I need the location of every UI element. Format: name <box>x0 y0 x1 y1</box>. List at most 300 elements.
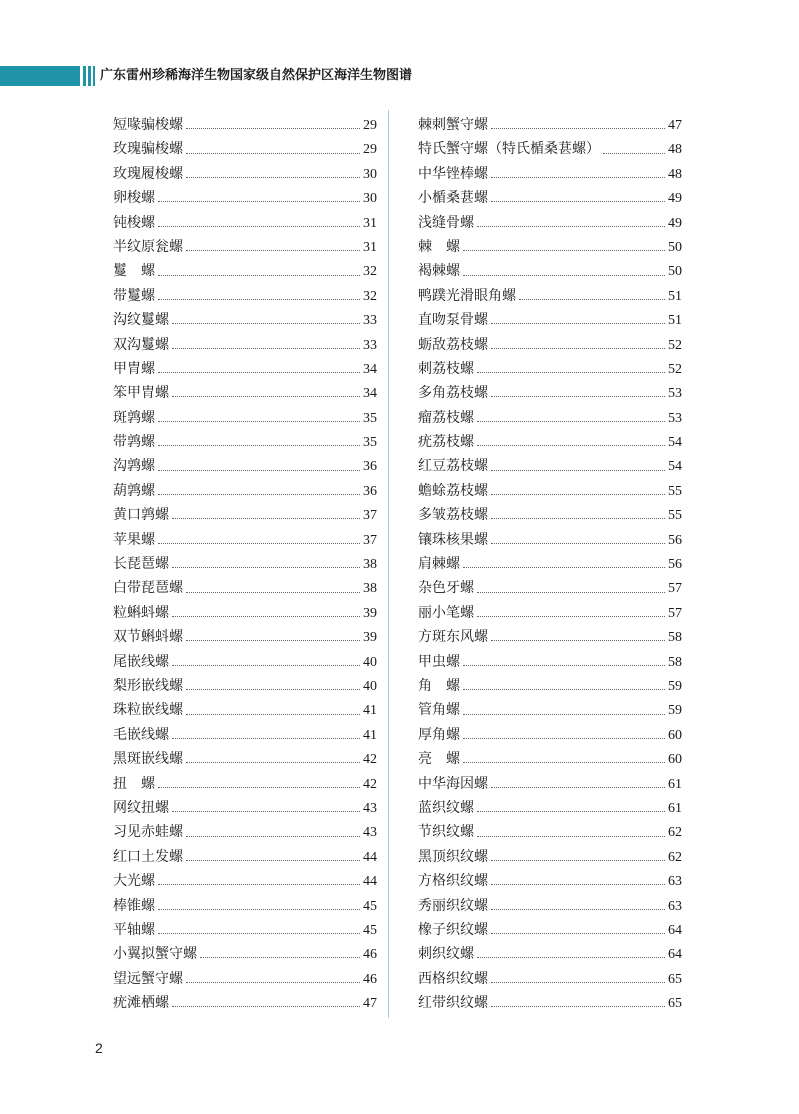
toc-entry-title: 方格织纹螺 <box>418 873 488 890</box>
toc-entry[interactable] <box>418 113 682 137</box>
dot-leader <box>158 274 360 276</box>
toc-entry-title: 角 螺 <box>418 677 460 694</box>
toc-entry-title: 瘤荔枝螺 <box>418 409 474 426</box>
toc-entry-title: 扭 螺 <box>113 775 155 792</box>
toc-entry-title: 黄口鹑螺 <box>113 507 169 524</box>
toc-entry-title: 管角螺 <box>418 702 460 719</box>
toc-entry-page: 31 <box>363 239 377 255</box>
toc-entry[interactable] <box>418 747 682 771</box>
dot-leader <box>172 517 360 519</box>
toc-entry[interactable] <box>113 918 377 942</box>
toc-entry-title: 半纹原瓮螺 <box>113 238 183 255</box>
toc-entry-title: 方斑东风螺 <box>418 629 488 646</box>
toc-entry-page: 54 <box>668 435 682 451</box>
toc-entry[interactable] <box>113 284 377 308</box>
toc-entry[interactable] <box>418 430 682 454</box>
toc-entry-page: 60 <box>668 752 682 768</box>
toc-entry-page: 55 <box>668 483 682 499</box>
dot-leader <box>519 298 665 300</box>
toc-entry[interactable] <box>113 942 377 966</box>
dot-leader <box>200 956 360 958</box>
toc-entry-title: 小楯桑葚螺 <box>418 190 488 207</box>
toc-entry-title: 厚角螺 <box>418 726 460 743</box>
dot-leader <box>172 615 360 617</box>
toc-entry-page: 55 <box>668 508 682 524</box>
toc-entry[interactable] <box>113 333 377 357</box>
toc-entry-page: 50 <box>668 264 682 280</box>
toc-entry-page: 30 <box>363 166 377 182</box>
toc-entry[interactable] <box>418 357 682 381</box>
toc-entry[interactable] <box>418 186 682 210</box>
toc-entry-page: 64 <box>668 947 682 963</box>
toc-entry[interactable] <box>113 601 377 625</box>
dot-leader <box>491 395 665 397</box>
dot-leader <box>477 444 665 446</box>
toc-entry[interactable] <box>418 820 682 844</box>
dot-leader <box>491 347 665 349</box>
toc-entry[interactable] <box>113 772 377 796</box>
dot-leader <box>477 371 665 373</box>
toc-entry-page: 62 <box>668 825 682 841</box>
toc-entry-page: 51 <box>668 313 682 329</box>
dot-leader <box>463 664 665 666</box>
dot-leader <box>186 688 360 690</box>
dot-leader <box>172 566 360 568</box>
toc-entry-page: 58 <box>668 630 682 646</box>
toc-entry-page: 45 <box>363 922 377 938</box>
toc-entry-title: 鬘 螺 <box>113 263 155 280</box>
toc-entry-title: 肩棘螺 <box>418 556 460 573</box>
toc-entry-title: 红豆荔枝螺 <box>418 458 488 475</box>
dot-leader <box>491 932 665 934</box>
dot-leader <box>158 786 360 788</box>
dot-leader <box>172 810 360 812</box>
dot-leader <box>186 176 360 178</box>
dot-leader <box>491 981 665 983</box>
toc-entry[interactable] <box>113 406 377 430</box>
toc-entry-title: 丽小笔螺 <box>418 604 474 621</box>
toc-entry-title: 刺织纹螺 <box>418 946 474 963</box>
toc-entry[interactable] <box>418 772 682 796</box>
dot-leader <box>172 664 360 666</box>
toc-entry[interactable] <box>113 991 377 1015</box>
toc-entry-page: 40 <box>363 654 377 670</box>
toc-entry-page: 64 <box>668 922 682 938</box>
toc-entry-title: 小翼拟蟹守螺 <box>113 946 197 963</box>
toc-entry[interactable] <box>418 211 682 235</box>
toc-entry-title: 鸭蹼光滑眼角螺 <box>418 287 516 304</box>
toc-entry-title: 秀丽织纹螺 <box>418 897 488 914</box>
toc-entry-title: 中华海因螺 <box>418 775 488 792</box>
toc-entry[interactable] <box>418 528 682 552</box>
toc-entry-page: 61 <box>668 776 682 792</box>
running-header-title: 广东雷州珍稀海洋生物国家级自然保护区海洋生物图谱 <box>100 68 413 83</box>
toc-entry-title: 蛎敌荔枝螺 <box>418 336 488 353</box>
toc-left-column <box>113 113 377 1015</box>
toc-entry-page: 56 <box>668 532 682 548</box>
toc-entry[interactable] <box>418 601 682 625</box>
toc-entry-title: 粒蝌蚪螺 <box>113 604 169 621</box>
toc-entry-title: 网纹扭螺 <box>113 799 169 816</box>
toc-entry-title: 橡子织纹螺 <box>418 921 488 938</box>
dot-leader <box>477 591 665 593</box>
toc-entry[interactable] <box>418 991 682 1015</box>
toc-entry-title: 镶珠核果螺 <box>418 531 488 548</box>
toc-entry-title: 浅缝骨螺 <box>418 214 474 231</box>
toc-entry[interactable] <box>418 845 682 869</box>
dot-leader <box>477 420 665 422</box>
toc-entry-title: 沟鹑螺 <box>113 458 155 475</box>
dot-leader <box>158 932 360 934</box>
dot-leader <box>491 322 665 324</box>
toc-entry-title: 特氏蟹守螺（特氏楯桑葚螺） <box>418 141 600 158</box>
dot-leader <box>463 566 665 568</box>
toc-entry-page: 54 <box>668 459 682 475</box>
toc-entry[interactable] <box>113 869 377 893</box>
toc-entry-page: 53 <box>668 386 682 402</box>
toc-entry[interactable] <box>113 967 377 991</box>
dot-leader <box>491 127 665 129</box>
dot-leader <box>477 835 665 837</box>
toc-entry-page: 65 <box>668 971 682 987</box>
toc-entry[interactable] <box>113 894 377 918</box>
dot-leader <box>491 200 665 202</box>
toc-entry-page: 59 <box>668 703 682 719</box>
toc-entry[interactable] <box>113 503 377 527</box>
toc-entry[interactable] <box>113 552 377 576</box>
toc-entry-title: 苹果螺 <box>113 531 155 548</box>
dot-leader <box>463 249 665 251</box>
toc-entry[interactable] <box>113 137 377 161</box>
toc-entry-page: 38 <box>363 581 377 597</box>
toc-entry[interactable] <box>418 333 682 357</box>
dot-leader <box>186 249 360 251</box>
toc-entry[interactable] <box>418 503 682 527</box>
toc-entry[interactable] <box>418 967 682 991</box>
toc-entry-title: 中华锉棒螺 <box>418 165 488 182</box>
dot-leader <box>158 444 360 446</box>
toc-entry-title: 梨形嵌线螺 <box>113 677 183 694</box>
toc-entry-page: 31 <box>363 215 377 231</box>
toc-entry[interactable] <box>113 211 377 235</box>
dot-leader <box>186 639 360 641</box>
toc-entry-title: 玫瑰骗梭螺 <box>113 141 183 158</box>
toc-entry[interactable] <box>113 723 377 747</box>
toc-entry-page: 45 <box>363 898 377 914</box>
toc-entry-title: 疣滩栖螺 <box>113 995 169 1012</box>
toc-entry-title: 刺荔枝螺 <box>418 360 474 377</box>
toc-entry-page: 42 <box>363 776 377 792</box>
toc-entry[interactable] <box>113 381 377 405</box>
toc-right-column <box>418 113 682 1015</box>
toc-entry-title: 多皱荔枝螺 <box>418 507 488 524</box>
toc-entry-title: 珠粒嵌线螺 <box>113 702 183 719</box>
toc-entry-title: 直吻泵骨螺 <box>418 312 488 329</box>
header-band <box>0 66 799 86</box>
toc-entry-page: 65 <box>668 996 682 1012</box>
toc-entry-title: 棒锥螺 <box>113 897 155 914</box>
dot-leader <box>158 298 360 300</box>
toc-entry-title: 西格织纹螺 <box>418 970 488 987</box>
toc-entry-title: 带鹑螺 <box>113 434 155 451</box>
dot-leader <box>186 152 360 154</box>
toc-entry-page: 34 <box>363 361 377 377</box>
toc-entry-page: 63 <box>668 874 682 890</box>
toc-entry-page: 35 <box>363 410 377 426</box>
toc-entry-page: 30 <box>363 191 377 207</box>
toc-entry-title: 红口土发螺 <box>113 848 183 865</box>
dot-leader <box>603 152 665 154</box>
toc-entry-page: 39 <box>363 605 377 621</box>
toc-entry[interactable] <box>418 650 682 674</box>
dot-leader <box>186 713 360 715</box>
toc-entry[interactable] <box>113 820 377 844</box>
toc-entry-page: 63 <box>668 898 682 914</box>
dot-leader <box>186 981 360 983</box>
dot-leader <box>477 225 665 227</box>
dot-leader <box>158 225 360 227</box>
toc-entry-title: 褐棘螺 <box>418 263 460 280</box>
header-stripe <box>83 66 86 86</box>
dot-leader <box>491 469 665 471</box>
toc-entry-page: 35 <box>363 435 377 451</box>
toc-entry-title: 黑顶织纹螺 <box>418 848 488 865</box>
dot-leader <box>491 493 665 495</box>
toc-entry-page: 43 <box>363 800 377 816</box>
toc-entry[interactable] <box>418 259 682 283</box>
toc-entry-title: 甲虫螺 <box>418 653 460 670</box>
toc-entry-page: 36 <box>363 483 377 499</box>
toc-entry[interactable] <box>418 674 682 698</box>
toc-entry-title: 黑斑嵌线螺 <box>113 751 183 768</box>
toc-entry[interactable] <box>113 674 377 698</box>
toc-entry-title: 双沟鬘螺 <box>113 336 169 353</box>
toc-entry-page: 29 <box>363 142 377 158</box>
toc-entry[interactable] <box>418 308 682 332</box>
dot-leader <box>491 1005 665 1007</box>
dot-leader <box>172 395 360 397</box>
toc-entry-page: 47 <box>363 996 377 1012</box>
toc-entry[interactable] <box>113 625 377 649</box>
dot-leader <box>477 615 665 617</box>
toc-entry-page: 62 <box>668 849 682 865</box>
dot-leader <box>158 371 360 373</box>
toc-entry[interactable] <box>113 259 377 283</box>
header-stripe <box>93 66 95 86</box>
dot-leader <box>463 274 665 276</box>
dot-leader <box>186 835 360 837</box>
toc-entry[interactable] <box>113 747 377 771</box>
header-accent-bar <box>0 66 80 86</box>
toc-entry[interactable] <box>113 308 377 332</box>
toc-entry[interactable] <box>113 235 377 259</box>
toc-entry-page: 29 <box>363 118 377 133</box>
toc-entry[interactable] <box>418 284 682 308</box>
toc-entry-page: 37 <box>363 532 377 548</box>
toc-entry[interactable] <box>418 723 682 747</box>
dot-leader <box>491 883 665 885</box>
dot-leader <box>463 688 665 690</box>
toc-entry-page: 32 <box>363 288 377 304</box>
dot-leader <box>158 420 360 422</box>
toc-entry-page: 39 <box>363 630 377 646</box>
toc-entry-page: 48 <box>668 142 682 158</box>
toc-entry-page: 41 <box>363 703 377 719</box>
toc-entry[interactable] <box>418 698 682 722</box>
toc-entry-page: 57 <box>668 581 682 597</box>
page-number: 2 <box>95 1040 103 1056</box>
dot-leader <box>158 469 360 471</box>
toc-entry-page: 56 <box>668 557 682 573</box>
toc-entry-page: 48 <box>668 166 682 182</box>
toc-entry-page: 52 <box>668 337 682 353</box>
toc-entry[interactable] <box>113 479 377 503</box>
toc-entry-title: 玫瑰履梭螺 <box>113 165 183 182</box>
toc-entry[interactable] <box>113 845 377 869</box>
toc-entry[interactable] <box>418 162 682 186</box>
toc-entry-page: 52 <box>668 361 682 377</box>
dot-leader <box>186 761 360 763</box>
toc-entry-title: 葫鹑螺 <box>113 482 155 499</box>
toc-entry-page: 47 <box>668 118 682 133</box>
toc-entry-page: 32 <box>363 264 377 280</box>
column-divider <box>388 110 389 1018</box>
toc-entry[interactable] <box>113 113 377 137</box>
toc-entry-title: 甲胄螺 <box>113 360 155 377</box>
dot-leader <box>158 908 360 910</box>
toc-entry[interactable] <box>418 479 682 503</box>
toc-entry-title: 蓝织纹螺 <box>418 799 474 816</box>
toc-entry-page: 43 <box>363 825 377 841</box>
toc-entry[interactable] <box>418 625 682 649</box>
toc-entry[interactable] <box>418 406 682 430</box>
toc-entry-page: 57 <box>668 605 682 621</box>
dot-leader <box>463 713 665 715</box>
dot-leader <box>477 956 665 958</box>
dot-leader <box>491 786 665 788</box>
dot-leader <box>491 542 665 544</box>
toc-entry-page: 53 <box>668 410 682 426</box>
toc-entry-title: 多角荔枝螺 <box>418 385 488 402</box>
toc-entry[interactable] <box>418 454 682 478</box>
toc-entry-page: 44 <box>363 849 377 865</box>
toc-entry[interactable] <box>418 552 682 576</box>
dot-leader <box>158 883 360 885</box>
toc-entry-page: 49 <box>668 191 682 207</box>
toc-entry-title: 疣荔枝螺 <box>418 434 474 451</box>
header-stripe <box>88 66 91 86</box>
toc-entry-title: 钝梭螺 <box>113 214 155 231</box>
toc-entry[interactable] <box>113 357 377 381</box>
toc-entry[interactable] <box>113 162 377 186</box>
dot-leader <box>186 591 360 593</box>
toc-entry[interactable] <box>418 235 682 259</box>
dot-leader <box>172 322 360 324</box>
dot-leader <box>172 1005 360 1007</box>
toc-entry-page: 34 <box>363 386 377 402</box>
toc-entry-page: 36 <box>363 459 377 475</box>
toc-entry[interactable] <box>418 381 682 405</box>
toc-entry-title: 棘 螺 <box>418 238 460 255</box>
toc-entry[interactable] <box>113 698 377 722</box>
toc-entry-title: 白带琵琶螺 <box>113 580 183 597</box>
toc-entry[interactable] <box>113 528 377 552</box>
dot-leader <box>158 493 360 495</box>
toc-entry[interactable] <box>113 186 377 210</box>
toc-entry[interactable] <box>418 869 682 893</box>
toc-entry-page: 46 <box>363 971 377 987</box>
toc-entry-title: 红带织纹螺 <box>418 995 488 1012</box>
toc-entry-page: 49 <box>668 215 682 231</box>
toc-entry-title: 蟾蜍荔枝螺 <box>418 482 488 499</box>
toc-entry-page: 51 <box>668 288 682 304</box>
toc-entry-page: 59 <box>668 678 682 694</box>
dot-leader <box>463 761 665 763</box>
toc-entry-page: 37 <box>363 508 377 524</box>
toc-entry-title: 望远蟹守螺 <box>113 970 183 987</box>
toc-entry-title: 习见赤蛙螺 <box>113 824 183 841</box>
toc-entry-page: 58 <box>668 654 682 670</box>
toc-entry-title: 卵梭螺 <box>113 190 155 207</box>
dot-leader <box>158 542 360 544</box>
toc-entry[interactable] <box>418 918 682 942</box>
toc-entry-title: 大光螺 <box>113 873 155 890</box>
toc-entry[interactable] <box>113 430 377 454</box>
toc-entry[interactable] <box>113 796 377 820</box>
dot-leader <box>186 859 360 861</box>
toc-entry-page: 33 <box>363 337 377 353</box>
dot-leader <box>186 127 360 129</box>
toc-entry-title: 毛嵌线螺 <box>113 726 169 743</box>
toc-entry-page: 40 <box>363 678 377 694</box>
dot-leader <box>491 859 665 861</box>
toc-entry-title: 节织纹螺 <box>418 824 474 841</box>
toc-entry[interactable] <box>113 576 377 600</box>
toc-entry[interactable] <box>418 894 682 918</box>
toc-entry-page: 61 <box>668 800 682 816</box>
toc-entry-title: 双节蝌蚪螺 <box>113 629 183 646</box>
toc-entry-page: 44 <box>363 874 377 890</box>
dot-leader <box>477 810 665 812</box>
toc-entry[interactable] <box>418 942 682 966</box>
toc-entry-title: 带鬘螺 <box>113 287 155 304</box>
toc-entry-page: 41 <box>363 727 377 743</box>
dot-leader <box>172 347 360 349</box>
dot-leader <box>463 737 665 739</box>
toc-entry-title: 亮 螺 <box>418 751 460 768</box>
toc-entry[interactable] <box>418 576 682 600</box>
dot-leader <box>491 517 665 519</box>
toc-entry-page: 60 <box>668 727 682 743</box>
toc-entry[interactable] <box>113 454 377 478</box>
toc-entry-page: 33 <box>363 313 377 329</box>
toc-entry-title: 杂色牙螺 <box>418 580 474 597</box>
toc-entry-title: 平轴螺 <box>113 921 155 938</box>
toc-entry[interactable] <box>418 137 682 161</box>
toc-entry-page: 38 <box>363 557 377 573</box>
toc-entry-title: 笨甲胄螺 <box>113 385 169 402</box>
toc-entry-page: 50 <box>668 239 682 255</box>
dot-leader <box>172 737 360 739</box>
toc-entry-title: 沟纹鬘螺 <box>113 312 169 329</box>
toc-entry[interactable] <box>418 796 682 820</box>
toc-entry-title: 长琵琶螺 <box>113 556 169 573</box>
toc-entry[interactable] <box>113 650 377 674</box>
toc-entry-title: 尾嵌线螺 <box>113 653 169 670</box>
dot-leader <box>158 200 360 202</box>
toc-entry-page: 46 <box>363 947 377 963</box>
toc-entry-page: 42 <box>363 752 377 768</box>
